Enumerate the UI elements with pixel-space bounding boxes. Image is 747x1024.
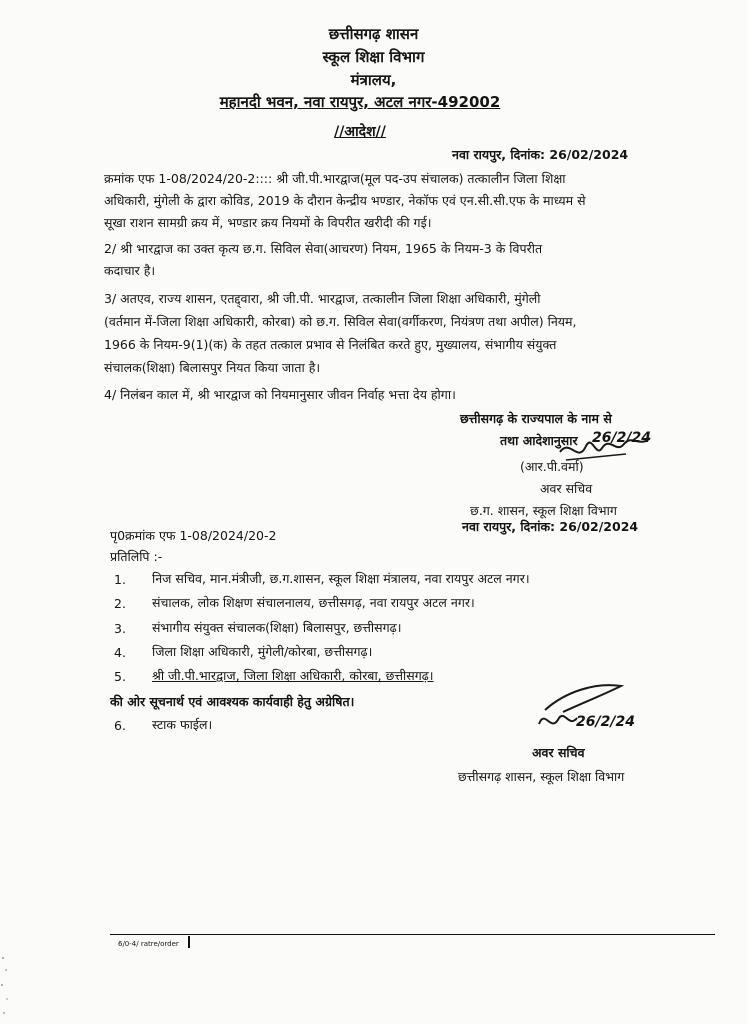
sign2-designation: अवर सचिव [532, 745, 585, 760]
order-para-1-line-3: सूखा राशन सामग्री क्रय में, भण्डार क्रय नियमों के विपरीत खरीदी की गई। [104, 215, 432, 230]
sign1-by-order: तथा आदेशानुसार [500, 433, 578, 448]
copy-item-5-text: श्री जी.पी.भारद्वाज, जिला शिक्षा अधिकारी, कोरबा, छत्तीसगढ़। [152, 668, 434, 683]
copy-item-3-number: 3. [114, 621, 126, 636]
copy-item-1-number: 1. [114, 572, 126, 587]
copy-endorsement-number: पृ0क्रमांक एफ 1-08/2024/20-2 [110, 528, 277, 543]
order-para-2-line-2: कदाचार है। [104, 263, 156, 278]
copy-item-1-text: निज सचिव, मान.मंत्रीजी, छ.ग.शासन, स्कूल शिक्षा मंत्रालय, नवा रायपुर अटल नगर। [152, 571, 530, 586]
header-government: छत्तीसगढ़ शासन [328, 25, 419, 43]
sign1-designation: अवर सचिव [540, 481, 593, 496]
copy-item-3-text: संभागीय संयुक्त संचालक(शिक्षा) बिलासपुर, छत्तीसगढ़। [152, 620, 402, 635]
copy-item-2-number: 2. [114, 596, 126, 611]
sign1-on-behalf: छत्तीसगढ़ के राज्यपाल के नाम से [460, 411, 612, 426]
scan-edge-marks [0, 950, 14, 1024]
sign1-handwritten-date: 26/2/24 [592, 430, 651, 446]
sign1-name: (आर.पी.वर्मा) [520, 459, 584, 474]
order-para-3-line-1: 3/ अतएव, राज्य शासन, एतद्द्वारा, श्री जी.पी. भारद्वाज, तत्कालीन जिला शिक्षा अधिकारी, मुंगेली [104, 291, 541, 306]
order-para-3-line-3: 1966 के नियम-9(1)(क) के तहत तत्काल प्रभाव से निलंबित करते हुए, मुख्यालय, संभागीय संयुक्त [104, 337, 557, 352]
sign2-handwritten-date: 26/2/24 [576, 714, 635, 730]
order-dateline: नवा रायपुर, दिनांक: 26/02/2024 [452, 147, 629, 162]
footer-rule [110, 934, 715, 935]
order-para-4: 4/ निलंबन काल में, श्री भारद्वाज को नियमानुसार जीवन निर्वाह भत्ता देय होगा। [104, 387, 456, 402]
copy-item-5-number: 5. [114, 669, 126, 684]
copy-label: प्रतिलिपि :- [110, 549, 163, 564]
order-para-1-line-2: अधिकारी, मुंगेली के द्वारा कोविड, 2019 के दौरान केन्द्रीय भण्डार, नेकॉफ एवं एन.सी.सी.एफ के माध्यम से [104, 193, 586, 208]
footer-tick [188, 936, 190, 948]
sign1-department: छ.ग. शासन, स्कूल शिक्षा विभाग [470, 503, 617, 518]
sign2-department: छत्तीसगढ़ शासन, स्कूल शिक्षा विभाग [458, 769, 625, 784]
order-para-3-line-2: (वर्तमान में-जिला शिक्षा अधिकारी, कोरबा) को छ.ग. सिविल सेवा(वर्गीकरण, नियंत्रण तथा अपील) नियम, [104, 314, 577, 329]
sign1-date: नवा रायपुर, दिनांक: 26/02/2024 [462, 519, 639, 534]
header-ministry: मंत्रालय, [350, 71, 397, 89]
copy-item-2-text: संचालक, लोक शिक्षण संचालनालय, छत्तीसगढ़, नवा रायपुर अटल नगर। [152, 595, 475, 610]
order-para-2-line-1: 2/ श्री भारद्वाज का उक्त कृत्य छ.ग. सिविल सेवा(आचरण) नियम, 1965 के नियम-3 के विपरीत [104, 241, 543, 256]
copy-item-4-text: जिला शिक्षा अधिकारी, मुंगेली/कोरबा, छत्तीसगढ़। [152, 644, 373, 659]
order-title: //आदेश// [334, 124, 386, 140]
order-para-3-line-4: संचालक(शिक्षा) बिलासपुर नियत किया जाता है। [104, 360, 321, 375]
copy-item-6-number: 6. [114, 718, 126, 733]
copy-item-6-text: स्टाक फाईल। [152, 717, 213, 732]
signature-2 [525, 672, 635, 742]
footer-print-code: 6/0-4/ ratre/order [118, 940, 179, 948]
copy-forward-line: की ओर सूचनार्थ एवं आवश्यक कार्यवाही हेतु अग्रेषित। [110, 694, 355, 709]
header-department: स्कूल शिक्षा विभाग [322, 48, 425, 66]
header-address: महानदी भवन, नवा रायपुर, अटल नगर-492002 [219, 93, 501, 111]
copy-item-4-number: 4. [114, 645, 126, 660]
order-para-1-line-1: क्रमांक एफ 1-08/2024/20-2:::: श्री जी.पी.भारद्वाज(मूल पद-उप संचालक) तत्कालीन जिला शिक्षा [104, 171, 566, 186]
